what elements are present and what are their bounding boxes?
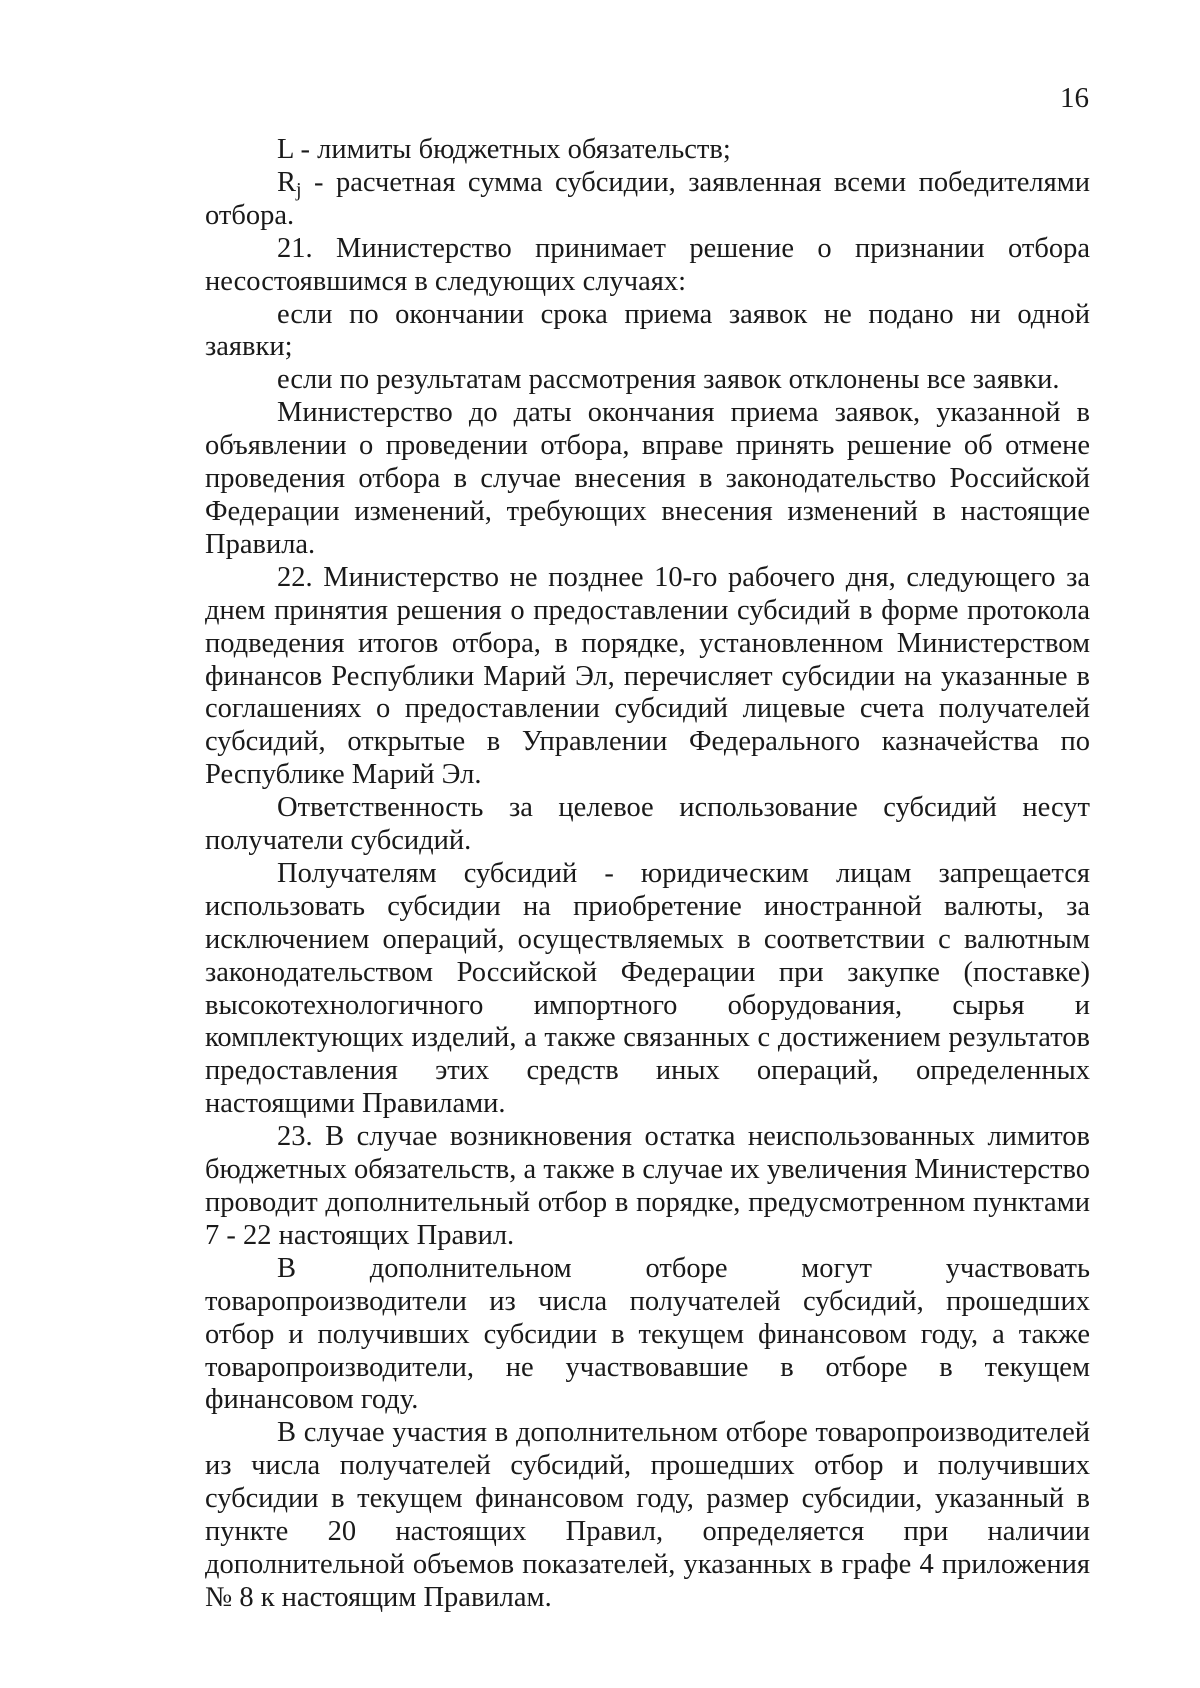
paragraph-clause-22: 22. Министерство не позднее 10-го рабочего дня, следующего за днем принятия решения о предоставлении субсидий в форме протокола подведения итогов отбора, в порядке, установленном Министерством финансов Республики Марий Эл, перечисляет субсидии на указанные в соглашениях о предоставлении субсидий лицевые счета получателей субсидий, открытые в Управлении Федерального казначейства по Республике Марий Эл.: [205, 561, 1090, 791]
paragraph-no-applications: если по окончании срока приема заявок не подано ни одной заявки;: [205, 298, 1090, 363]
paragraph-additional-subsidy-size: В случае участия в дополнительном отборе товаропроизводителей из числа получателей субсидий, прошедших отбор и получивших субсидии в текущем финансовом году, размер субсидии, указанный в пункте 20 настоящих Правил, определяется при наличии дополнительной объемов показателей, указанных в графе 4 приложения № 8 к настоящим Правилам.: [205, 1417, 1090, 1613]
page-number: 16: [1060, 82, 1089, 114]
paragraph-clause-21: 21. Министерство принимает решение о признании отбора несостоявшимся в следующих случаях:: [205, 232, 1090, 297]
paragraph-rj-definition: [205, 167, 1090, 233]
formula-subscript: j: [296, 178, 302, 201]
paragraph-currency-prohibition: Получателям субсидий - юридическим лицам запрещается использовать субсидии на приобретение иностранной валюты, за исключением операций, осуществляемых в соответствии с валютным законодательством Российской Федерации при закупке (поставке) высокотехнологичного импортного оборудования, сырья и комплектующих изделий, а также связанных с достижением результатов предоставления этих средств иных операций, определенных настоящими Правилами.: [205, 857, 1090, 1120]
paragraph-clause-23: 23. В случае возникновения остатка неиспользованных лимитов бюджетных обязательств, а также в случае их увеличения Министерство проводит дополнительный отбор в порядке, предусмотренном пунктами 7 - 22 настоящих Правил.: [205, 1121, 1090, 1251]
document-body: [205, 134, 1090, 1615]
paragraph-cancel-selection: Министерство до даты окончания приема заявок, указанной в объявлении о проведении отбора, вправе принять решение об отмене проведения отбора в случае внесения в законодательство Российской Федерации изменений, требующих внесения изменений в настоящие Правила.: [205, 397, 1090, 560]
paragraph-limits-definition: L - лимиты бюджетных обязательств;: [277, 134, 731, 165]
paragraph-additional-participants: В дополнительном отборе могут участвовать товаропроизводители из числа получателей субсидий, прошедших отбор и получивших субсидии в текущем финансовом году, а также товаропроизводители, не участвовавшие в отборе в текущем финансовом году.: [205, 1252, 1090, 1416]
rj-definition-text: - расчетная сумма субсидии, заявленная всеми победителями отбора.: [205, 166, 1090, 231]
paragraph-all-rejected: если по результатам рассмотрения заявок отклонены все заявки.: [277, 364, 1060, 396]
formula-symbol: R: [277, 166, 297, 198]
paragraph-responsibility: Ответственность за целевое использование субсидий несут получатели субсидий.: [205, 792, 1090, 857]
